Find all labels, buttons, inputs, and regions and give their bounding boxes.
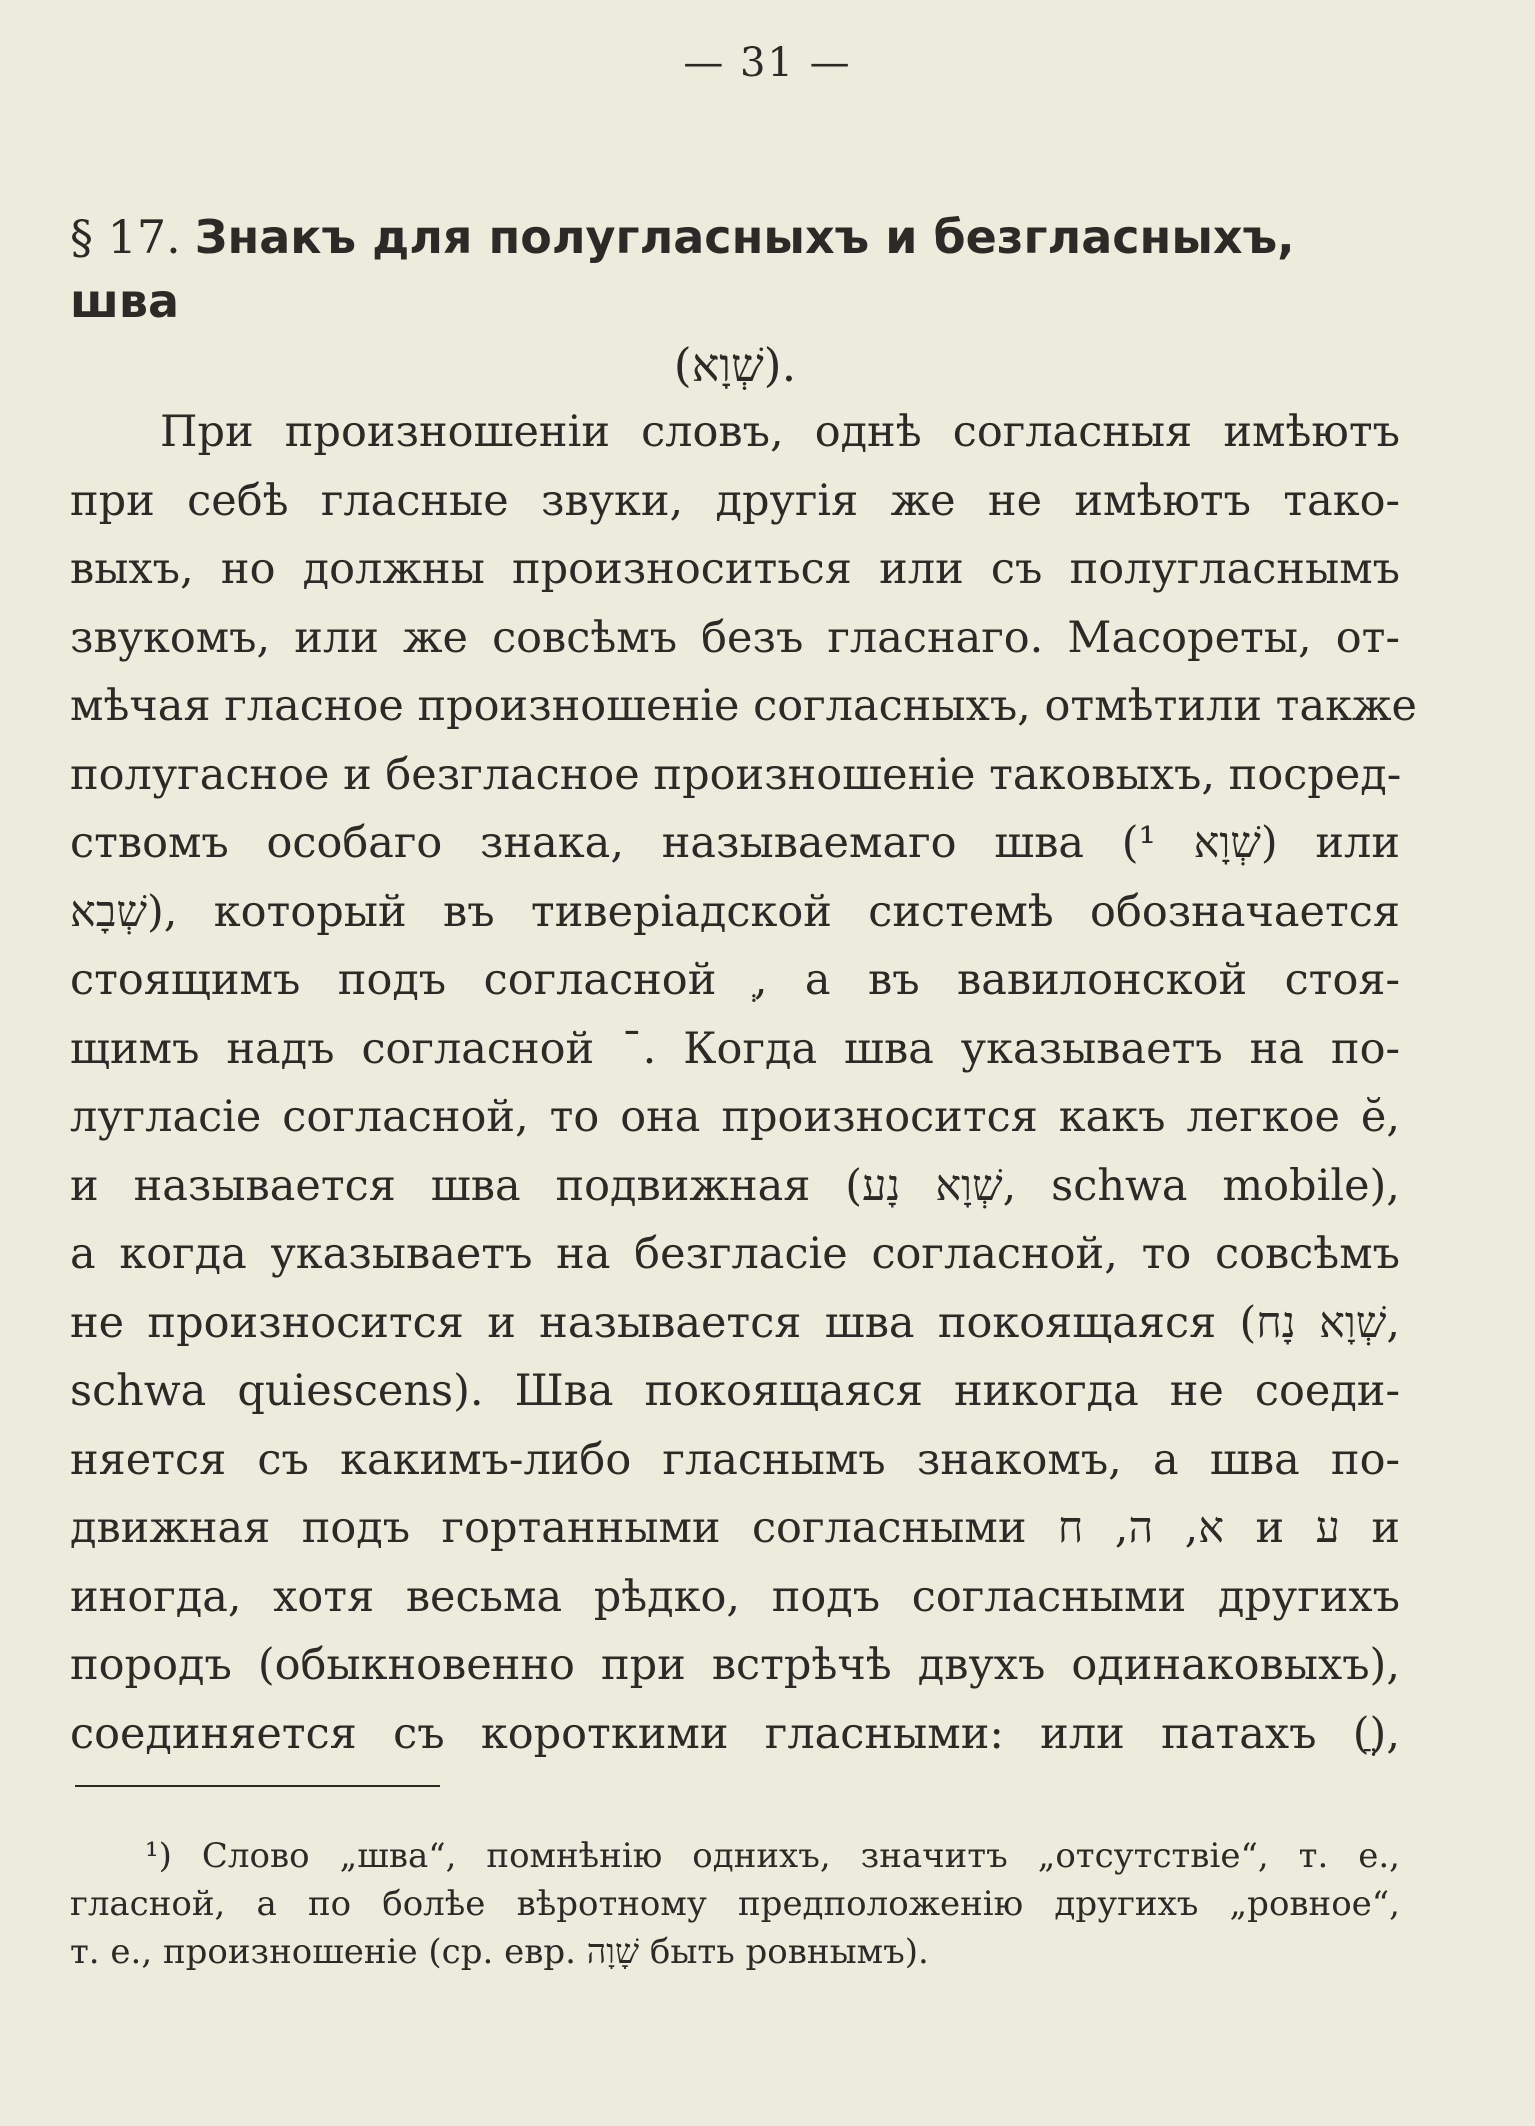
footnote-line: гласной, а по болѣе вѣротному предположенію другихъ „ровное“, [70, 1884, 1400, 1924]
footnote-line: ¹) Слово „шва“, помнѣнію однихъ, значитъ „отсутствіе“, т. е., [145, 1836, 1400, 1876]
paragraph-line: стоящимъ подъ согласной ְ, а въ вавилонской стоя- [70, 955, 1400, 1005]
section-title: Знакъ для полугласныхъ и безгласныхъ, шва [70, 210, 1295, 328]
paragraph [70, 398, 1417, 1768]
section-number: § 17. [70, 210, 181, 264]
section-title-hebrew: (שְׁוָא). [673, 338, 797, 392]
footnote-line: т. е., произношеніе (ср. евр. שָׁוָה быть ровнымъ). [70, 1932, 929, 1972]
footnote-divider [75, 1785, 440, 1787]
paragraph-line: ствомъ особаго знака, называемаго шва (שְׁוָא ¹) или [70, 818, 1400, 868]
paragraph-line: соединяется съ короткими гласными: или патахъ (ֲ), [70, 1708, 1400, 1759]
paragraph-line: а когда указываетъ на безгласіе согласной, то совсѣмъ [70, 1229, 1400, 1279]
paragraph-line: звукомъ, или же совсѣмъ безъ гласнаго. Масореты, от- [70, 612, 1400, 663]
paragraph-line: выхъ, но должны произноситься или съ полугласнымъ [70, 544, 1400, 594]
page-number: — 31 — [683, 40, 852, 86]
paragraph-line: שְׁבָא), который въ тиверіадской системѣ обозначается [70, 886, 1400, 937]
paragraph-line: породъ (обыкновенно при встрѣчѣ двухъ одинаковыхъ), [70, 1640, 1400, 1690]
paragraph-line: няется съ какимъ-либо гласнымъ знакомъ, а шва по- [70, 1434, 1400, 1485]
paragraph-line: не произносится и называется шва покоящаяся (שְׁוָא נָח, [70, 1297, 1401, 1348]
paragraph-line: движная подъ гортанными согласными א, ה, ח и ע и [70, 1503, 1400, 1553]
paragraph-line: мѣчая гласное произношеніе согласныхъ, отмѣтили также [70, 681, 1417, 731]
paragraph-line: при себѣ гласные звуки, другія же не имѣютъ тако- [70, 475, 1400, 526]
paragraph-line: schwa quiescens). Шва покоящаяся никогда не соеди- [70, 1366, 1400, 1416]
paragraph-line: и называется шва подвижная (שְׁוָא נָע, schwa mobile), [70, 1160, 1400, 1211]
paragraph-line: щимъ надъ согласной ¯. Когда шва указываетъ на по- [70, 1023, 1400, 1074]
footnote [70, 1832, 1400, 1976]
paragraph-line: иногда, хотя весьма рѣдко, подъ согласными другихъ [70, 1571, 1400, 1622]
paragraph-line: полугасное и безгласное произношеніе таковыхъ, посред- [70, 749, 1402, 800]
paragraph-line: При произношеніи словъ, однѣ согласныя имѣютъ [160, 407, 1400, 457]
section-heading [70, 205, 1400, 397]
paragraph-line: лугласіе согласной, то она произносится какъ легкое ĕ, [70, 1092, 1400, 1142]
